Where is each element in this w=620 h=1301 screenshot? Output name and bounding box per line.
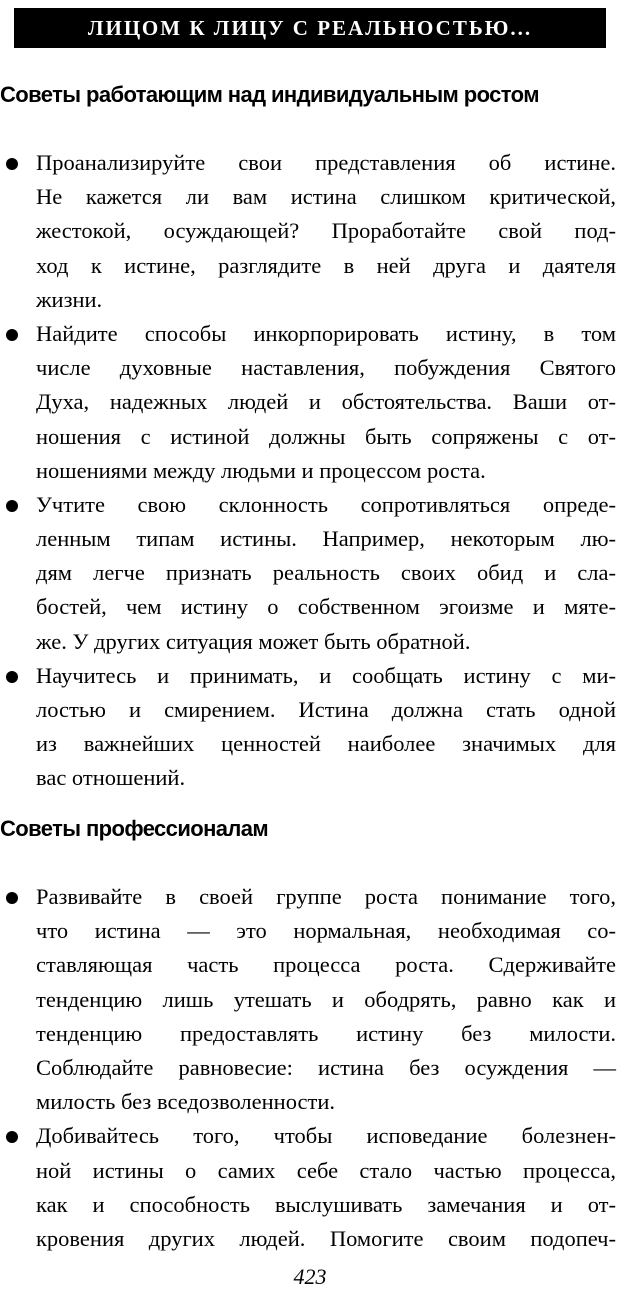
text-line: что истина — это нормальная, необходимая со- <box>36 918 616 944</box>
text-line: Соблюдайте равновесие: истина без осуждения — <box>36 1054 616 1080</box>
text-line: кровения других людей. Помогите своим подопеч- <box>36 1225 616 1251</box>
text-line: милость без вседозволенности. <box>36 1089 335 1115</box>
text-line: ставляющая часть процесса роста. Сдерживайте <box>36 952 616 978</box>
list-item <box>0 317 620 488</box>
text-line: как и способность выслушивать замечания и от- <box>36 1191 616 1217</box>
text-line: бостей, чем истину о собственном эгоизме и мяте- <box>36 594 616 620</box>
text-line: ношениями между людьми и процессом роста. <box>36 457 486 483</box>
text-line: же. У других ситуация может быть обратной. <box>36 628 471 654</box>
text-line: тенденцию предоставлять истину без милости. <box>36 1020 616 1046</box>
list-item <box>0 659 620 796</box>
bullet-icon <box>6 329 18 341</box>
bullet-icon <box>6 158 18 170</box>
text-line: жизни. <box>36 286 103 312</box>
list-item <box>0 146 620 317</box>
text-line: тенденцию лишь утешать и ободрять, равно как и <box>36 986 616 1012</box>
list-item <box>0 488 620 659</box>
bullet-icon <box>6 671 18 683</box>
text-line: Развивайте в своей группе роста понимание того, <box>36 884 616 909</box>
bullet-icon <box>6 500 18 512</box>
text-line: ленным типам истины. Например, некоторым лю- <box>36 526 616 552</box>
text-line: Проанализируйте свои представления об истине. <box>36 150 616 175</box>
running-head: ЛИЦОМ К ЛИЦУ С РЕАЛЬНОСТЬЮ... <box>14 8 606 48</box>
text-line: ной истины о самих себе стало частью процесса, <box>36 1157 616 1183</box>
bullet-icon <box>6 892 18 904</box>
text-line: дям легче признать реальность своих обид и сла- <box>36 560 616 586</box>
text-line: лостью и смирением. Истина должна стать одной <box>36 697 616 722</box>
text-line: вас отношений. <box>36 765 186 791</box>
bullet-list <box>0 146 620 796</box>
text-line: Научитесь и принимать, и сообщать истину с ми- <box>36 662 616 688</box>
text-line: Не кажется ли вам истина слишком критической, <box>36 184 616 210</box>
text-line: жестокой, осуждающей? Проработайте свой под- <box>36 218 616 244</box>
section-heading: Советы профессионалам <box>0 816 269 841</box>
text-line: числе духовные наставления, побуждения Святого <box>36 355 616 381</box>
page-number: 423 <box>293 1264 327 1289</box>
text-line: из важнейших ценностей наиболее значимых для <box>36 731 616 757</box>
section-heading: Советы работающим над индивидуальным ростом <box>0 82 539 107</box>
list-item <box>0 1119 620 1256</box>
text-line: ношения с истиной должны быть сопряжены с от- <box>36 423 616 449</box>
text-line: ход к истине, разглядите в ней друга и даятеля <box>36 252 616 278</box>
text-line: Найдите способы инкорпорировать истину, в том <box>36 320 616 346</box>
text-line: Учтите свою склонность сопротивляться опреде- <box>36 491 616 517</box>
bullet-list <box>0 880 620 1256</box>
bullet-icon <box>6 1131 18 1143</box>
list-item <box>0 880 620 1119</box>
text-line: Духа, надежных людей и обстоятельства. Ваши от- <box>36 389 616 415</box>
text-line: Добивайтесь того, чтобы исповедание болезнен- <box>36 1123 616 1149</box>
